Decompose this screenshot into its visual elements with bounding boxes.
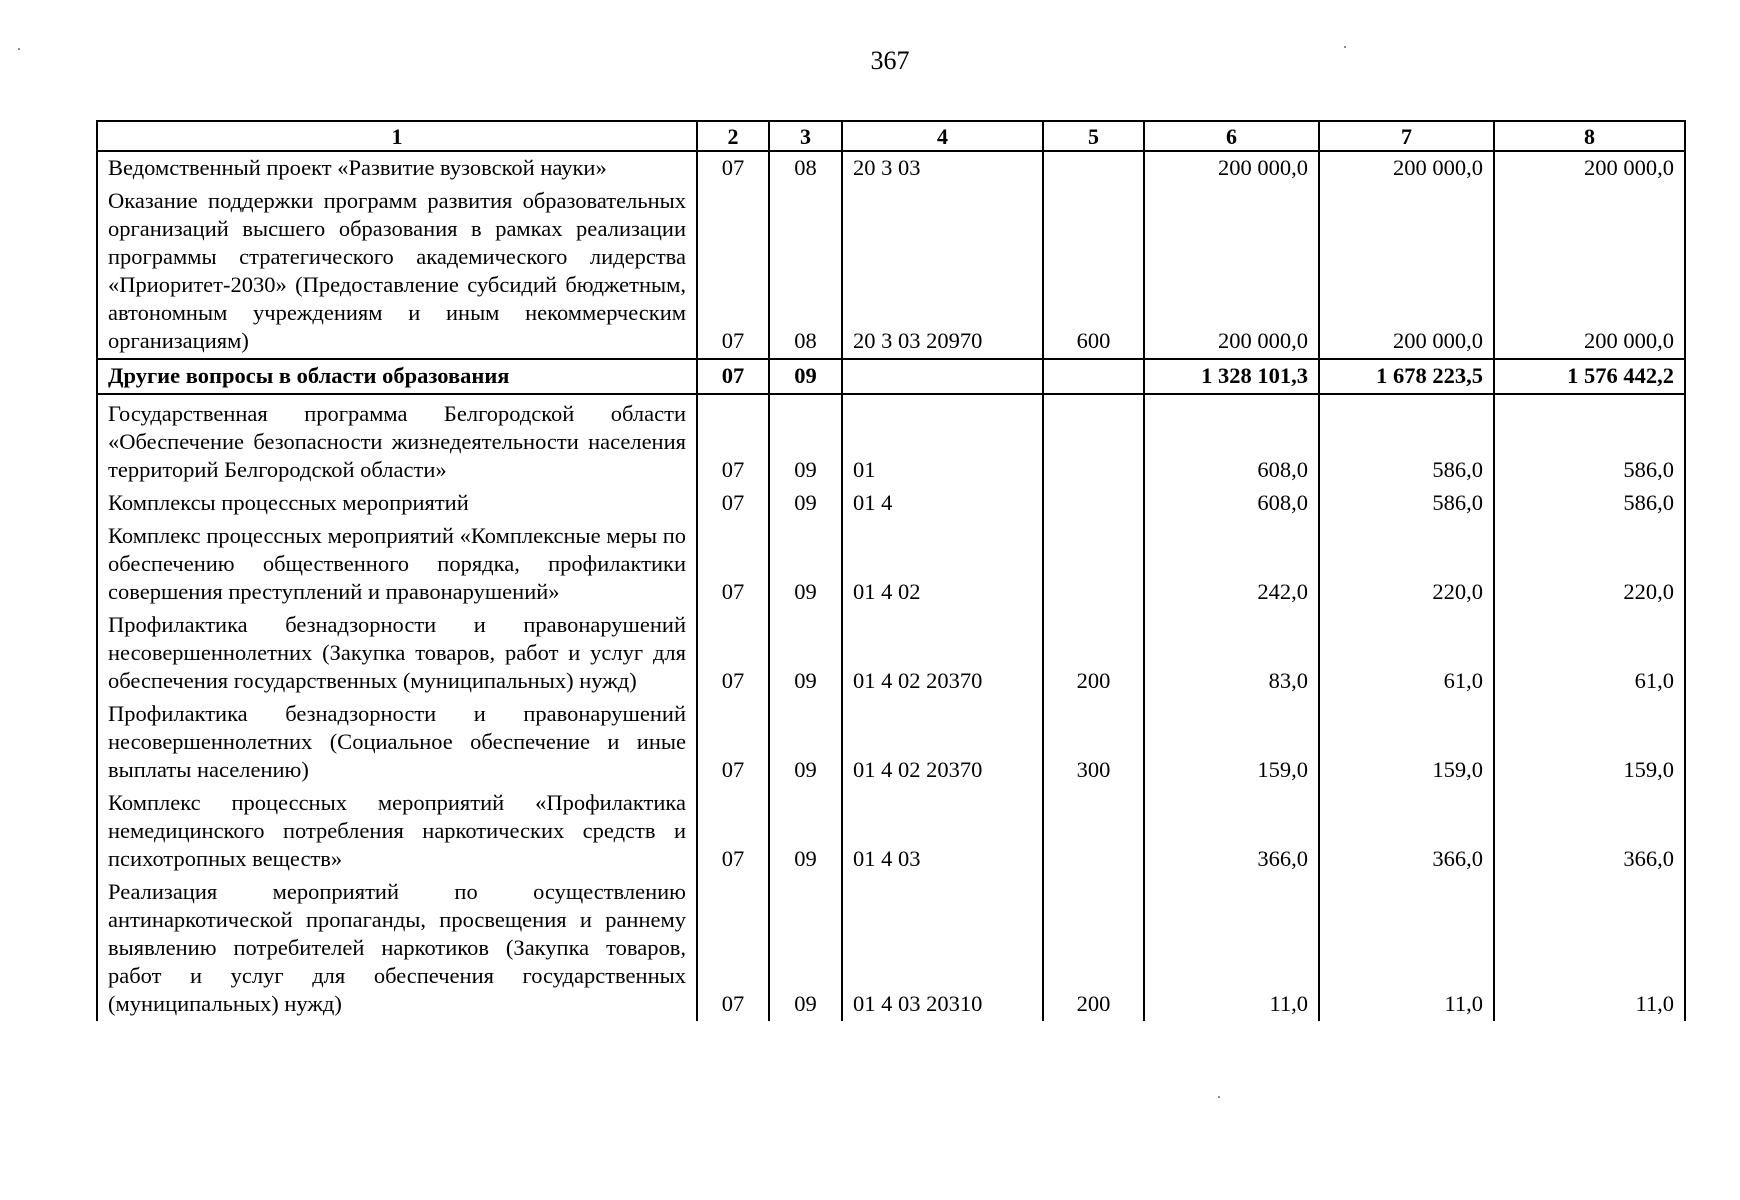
table-header [97,121,1685,151]
row-value-3: 61,0 [1494,609,1685,698]
table-row [97,487,1685,520]
scan-speck [1218,1096,1220,1098]
row-vr: 200 [1043,609,1144,698]
header-col-4: 4 [842,121,1043,151]
row-csr: 01 4 02 20370 [842,609,1043,698]
row-value-2: 586,0 [1319,487,1494,520]
row-pr: 09 [769,609,842,698]
page-number: 367 [870,46,910,75]
header-col-8: 8 [1494,121,1685,151]
row-name: Профилактика безнадзорности и правонарушений несовершеннолетних (Социальное обеспечение и иные выплаты населению) [97,698,697,787]
row-name: Реализация мероприятий по осуществлению антинаркотической пропаганды, просвещения и раннему выявлению потребителей наркотиков (Закупка товаров, работ и услуг для обеспечения государственных (муниципальных) нужд) [97,876,697,1021]
table-row [97,520,1685,609]
row-csr: 01 4 02 20370 [842,698,1043,787]
row-value-1: 159,0 [1144,698,1319,787]
row-value-3: 220,0 [1494,520,1685,609]
row-vr [1043,787,1144,876]
row-value-2: 366,0 [1319,787,1494,876]
header-col-5: 5 [1043,121,1144,151]
row-pr: 09 [769,487,842,520]
row-value-1: 366,0 [1144,787,1319,876]
row-rz: 07 [697,609,769,698]
row-value-3: 586,0 [1494,487,1685,520]
row-name: Государственная программа Белгородской области «Обеспечение безопасности жизнедеятельности населения территорий Белгородской области» [97,394,697,487]
row-csr: 01 4 02 [842,520,1043,609]
row-name: Оказание поддержки программ развития образовательных организаций высшего образования в рамках реализации программы стратегического академического лидерства «Приоритет-2030» (Предоставление субсидий бюджетным, автономным учреждениям и иным некоммерческим организациям) [97,185,697,359]
row-value-1: 83,0 [1144,609,1319,698]
row-rz: 07 [697,394,769,487]
row-csr: 20 3 03 20970 [842,185,1043,359]
row-csr: 01 [842,394,1043,487]
row-value-1: 608,0 [1144,394,1319,487]
table-row [97,698,1685,787]
row-csr: 01 4 [842,487,1043,520]
row-rz: 07 [697,487,769,520]
row-rz: 07 [697,787,769,876]
row-value-2: 220,0 [1319,520,1494,609]
table-row [97,151,1685,185]
row-pr: 08 [769,151,842,185]
scan-speck [1344,46,1346,48]
row-vr [1043,487,1144,520]
row-rz: 07 [697,520,769,609]
row-vr: 300 [1043,698,1144,787]
row-value-1: 200 000,0 [1144,151,1319,185]
row-pr: 09 [769,520,842,609]
row-name: Ведомственный проект «Развитие вузовской науки» [97,151,697,185]
row-value-3: 11,0 [1494,876,1685,1021]
row-value-2: 61,0 [1319,609,1494,698]
row-csr [842,359,1043,394]
row-value-2: 159,0 [1319,698,1494,787]
table-row [97,876,1685,1021]
row-value-3: 200 000,0 [1494,185,1685,359]
row-value-1: 11,0 [1144,876,1319,1021]
row-vr [1043,151,1144,185]
header-col-6: 6 [1144,121,1319,151]
row-value-3: 159,0 [1494,698,1685,787]
row-pr: 08 [769,185,842,359]
row-rz: 07 [697,359,769,394]
row-vr [1043,359,1144,394]
budget-table-container [96,120,1684,1021]
table-body [97,151,1685,1021]
row-value-3: 1 576 442,2 [1494,359,1685,394]
table-row [97,394,1685,487]
row-vr: 600 [1043,185,1144,359]
row-rz: 07 [697,876,769,1021]
row-name: Профилактика безнадзорности и правонарушений несовершеннолетних (Закупка товаров, работ и услуг для обеспечения государственных (муниципальных) нужд) [97,609,697,698]
table-row [97,185,1685,359]
header-col-1: 1 [97,121,697,151]
row-rz: 07 [697,151,769,185]
row-vr [1043,520,1144,609]
header-col-7: 7 [1319,121,1494,151]
row-value-2: 11,0 [1319,876,1494,1021]
row-name: Комплексы процессных мероприятий [97,487,697,520]
row-value-2: 200 000,0 [1319,151,1494,185]
row-value-1: 608,0 [1144,487,1319,520]
row-csr: 01 4 03 20310 [842,876,1043,1021]
table-row [97,609,1685,698]
table-row [97,787,1685,876]
row-vr [1043,394,1144,487]
row-pr: 09 [769,698,842,787]
header-row [97,121,1685,151]
row-pr: 09 [769,394,842,487]
row-csr: 20 3 03 [842,151,1043,185]
row-value-3: 200 000,0 [1494,151,1685,185]
row-name: Комплекс процессных мероприятий «Профилактика немедицинского потребления наркотических средств и психотропных веществ» [97,787,697,876]
row-value-1: 1 328 101,3 [1144,359,1319,394]
row-pr: 09 [769,359,842,394]
row-name: Другие вопросы в области образования [97,359,697,394]
section-total-row [97,359,1685,394]
row-pr: 09 [769,787,842,876]
row-csr: 01 4 03 [842,787,1043,876]
row-value-2: 200 000,0 [1319,185,1494,359]
row-pr: 09 [769,876,842,1021]
row-rz: 07 [697,185,769,359]
row-vr: 200 [1043,876,1144,1021]
budget-table [96,120,1686,1021]
row-value-3: 586,0 [1494,394,1685,487]
row-rz: 07 [697,698,769,787]
row-name: Комплекс процессных мероприятий «Комплексные меры по обеспечению общественного порядка, профилактики совершения преступлений и правонарушений» [97,520,697,609]
row-value-2: 1 678 223,5 [1319,359,1494,394]
header-col-2: 2 [697,121,769,151]
row-value-2: 586,0 [1319,394,1494,487]
row-value-1: 242,0 [1144,520,1319,609]
row-value-1: 200 000,0 [1144,185,1319,359]
scan-speck [18,48,20,50]
header-col-3: 3 [769,121,842,151]
row-value-3: 366,0 [1494,787,1685,876]
